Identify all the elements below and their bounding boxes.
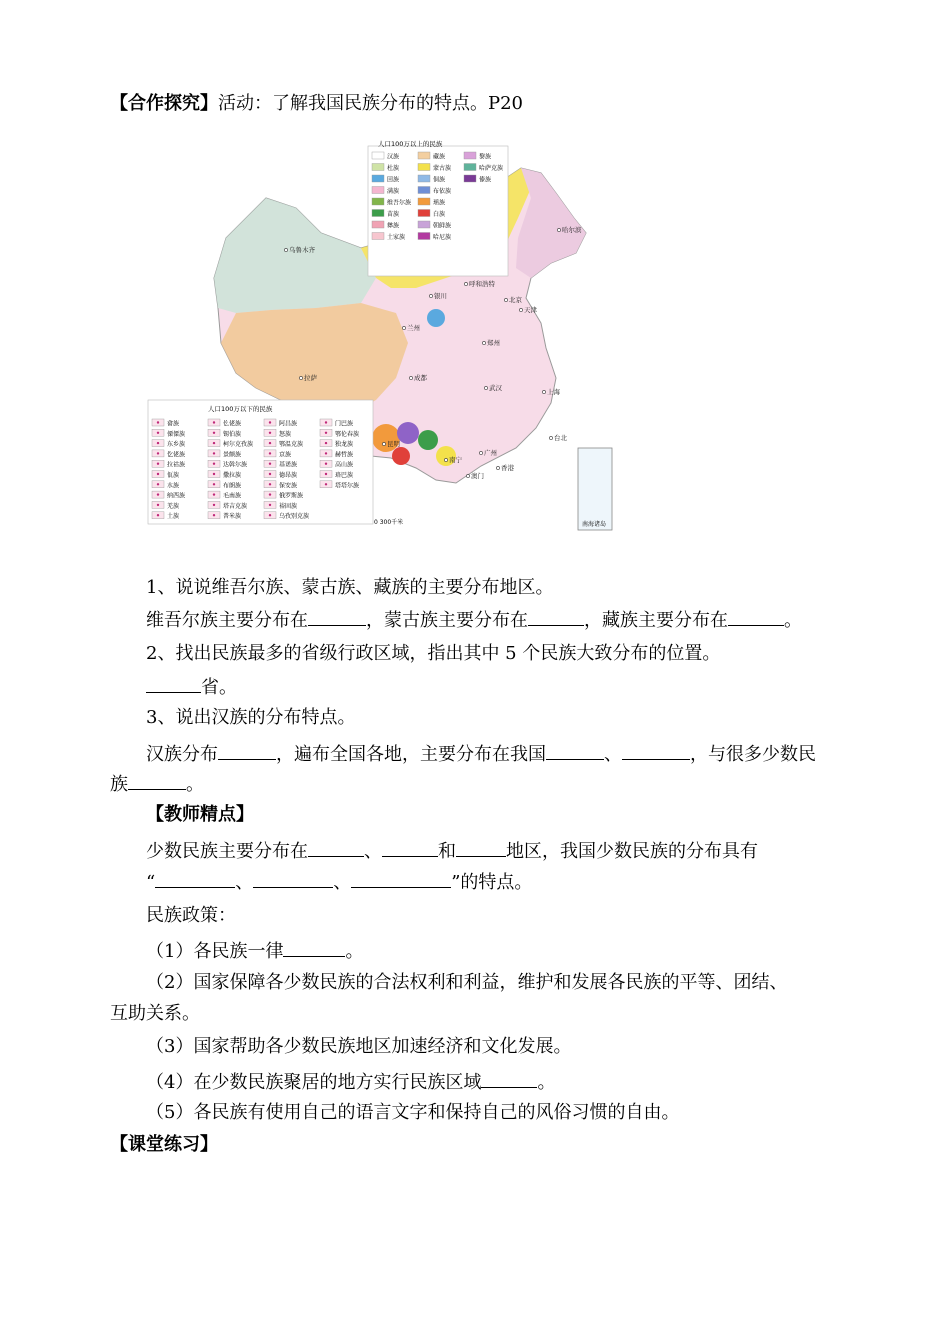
question-1: 1、说说维吾尔族、蒙古族、藏族的主要分布地区。 (146, 577, 554, 598)
q3-blank-2[interactable] (546, 741, 604, 760)
question-1-answer-line (146, 607, 802, 633)
svg-text:保安族: 保安族 (279, 482, 298, 490)
svg-text:基诺族: 基诺族 (279, 461, 298, 469)
q3-part-c: 、 (604, 744, 622, 765)
svg-text:乌鲁木齐: 乌鲁木齐 (289, 246, 315, 254)
svg-text:东乡族: 东乡族 (167, 441, 186, 449)
svg-text:武汉: 武汉 (489, 384, 502, 392)
teacher-blank-5[interactable] (253, 869, 333, 888)
svg-text:郑州: 郑州 (487, 339, 500, 347)
activity-text: 活动：了解我国民族分布的特点。P20 (218, 93, 524, 114)
svg-text:回族: 回族 (387, 176, 400, 184)
svg-text:畲族: 畲族 (167, 420, 180, 428)
yunnan-patch-5 (392, 447, 410, 465)
svg-text:南宁: 南宁 (449, 456, 462, 464)
svg-text:柯尔克孜族: 柯尔克孜族 (223, 441, 254, 449)
svg-text:拉萨: 拉萨 (304, 374, 317, 382)
teacher-l2a: “ (146, 872, 156, 893)
svg-text:乌孜别克族: 乌孜别克族 (279, 513, 310, 521)
svg-text:成都: 成都 (414, 374, 427, 382)
teacher-blank-3[interactable] (456, 838, 506, 857)
q1-part-d: 。 (784, 610, 802, 631)
svg-text:哈萨克族: 哈萨克族 (479, 165, 504, 172)
q3-blank-3[interactable] (622, 741, 690, 760)
svg-text:高山族: 高山族 (335, 461, 354, 469)
svg-text:满族: 满族 (387, 188, 400, 195)
q2-suffix: 省。 (201, 677, 237, 698)
policy-2: （2）国家保障各少数民族的合法权利和利益，维护和发展各民族的平等、团结、 (146, 972, 788, 993)
section-header (110, 92, 523, 116)
svg-text:杜族: 杜族 (387, 165, 400, 172)
svg-text:香港: 香港 (501, 464, 514, 472)
svg-text:汉族: 汉族 (387, 153, 400, 161)
svg-text:鄂伦春族: 鄂伦春族 (335, 430, 360, 438)
minor-legend-title: 人口100万以下的民族 (208, 405, 273, 413)
svg-text:羌族: 羌族 (167, 502, 180, 510)
question-3-answer-line (146, 741, 816, 767)
policy-4-blank[interactable] (481, 1069, 537, 1088)
svg-text:昆明: 昆明 (387, 440, 400, 448)
policy-1-text: （1）各民族一律 (146, 941, 284, 962)
svg-text:瑶族: 瑶族 (433, 199, 446, 207)
svg-text:鄂温克族: 鄂温克族 (279, 441, 304, 449)
svg-text:哈尼族: 哈尼族 (433, 234, 452, 241)
south-sea-inset (578, 448, 612, 530)
q2-blank[interactable] (146, 674, 201, 693)
city-label (557, 225, 582, 234)
yunnan-patch-3 (418, 430, 438, 450)
policy-4 (146, 1069, 555, 1095)
policy-4-text: （4）在少数民族聚居的地方实行民族区域 (146, 1072, 482, 1093)
svg-text:台北: 台北 (554, 434, 567, 442)
yunnan-patch-2 (397, 422, 419, 444)
svg-text:哈尔滨: 哈尔滨 (562, 226, 582, 234)
svg-text:澳门: 澳门 (471, 472, 484, 480)
svg-text:布依族: 布依族 (433, 188, 452, 195)
svg-text:怒族: 怒族 (279, 430, 292, 438)
svg-text:土家族: 土家族 (387, 234, 406, 241)
svg-text:门巴族: 门巴族 (335, 420, 354, 428)
svg-text:俄罗斯族: 俄罗斯族 (279, 492, 304, 500)
svg-text:北京: 北京 (509, 296, 522, 304)
svg-text:上海: 上海 (547, 388, 560, 396)
svg-text:纳西族: 纳西族 (167, 492, 186, 500)
svg-text:景颇族: 景颇族 (223, 451, 242, 459)
svg-text:傈僳族: 傈僳族 (167, 430, 186, 438)
teacher-l2c: 、 (333, 872, 352, 893)
svg-text:赫哲族: 赫哲族 (335, 451, 354, 459)
teacher-points-title: 【教师精点】 (146, 804, 254, 825)
policy-1-end: 。 (345, 941, 364, 962)
svg-text:裕固族: 裕固族 (279, 502, 298, 510)
svg-text:塔吉克族: 塔吉克族 (223, 502, 248, 510)
svg-text:普米族: 普米族 (223, 513, 242, 521)
policy-4-end: 。 (537, 1072, 556, 1093)
svg-text:水族: 水族 (167, 482, 180, 490)
svg-text:傣族: 傣族 (479, 176, 492, 184)
teacher-blank-2[interactable] (382, 838, 438, 857)
q1-part-a: 维吾尔族主要分布在 (146, 610, 308, 631)
question-2: 2、找出民族最多的省级行政区域，指出其中 5 个民族大致分布的位置。 (146, 643, 721, 664)
svg-text:彝族: 彝族 (387, 222, 400, 230)
city-label (496, 463, 514, 472)
ningxia-patch (427, 309, 445, 327)
svg-text:毛南族: 毛南族 (223, 492, 242, 500)
map-scale: 0 300千米 (374, 519, 404, 526)
svg-text:朝鲜族: 朝鲜族 (433, 222, 452, 230)
q3-part-b: ，遍布全国各地，主要分布在我国 (276, 744, 546, 765)
svg-text:银川: 银川 (434, 292, 447, 300)
q1-blank-2[interactable] (528, 607, 584, 626)
teacher-line-2 (146, 869, 532, 895)
teacher-blank-1[interactable] (308, 838, 364, 857)
svg-text:苗族: 苗族 (387, 211, 400, 218)
svg-text:广州: 广州 (484, 449, 497, 457)
question-2-answer-line (146, 674, 237, 700)
teacher-blank-6[interactable] (351, 869, 451, 888)
question-3-answer-line-2 (110, 771, 204, 797)
city-label (284, 245, 315, 254)
section-bracket-title: 【合作探究】 (110, 93, 218, 114)
svg-text:拉祜族: 拉祜族 (167, 461, 186, 469)
city-label (464, 279, 495, 288)
svg-text:德昂族: 德昂族 (279, 472, 298, 479)
teacher-l1b: 、 (364, 841, 382, 862)
region-northeast (516, 168, 586, 278)
city-label (549, 433, 567, 442)
teacher-l2d: ”的特点。 (451, 872, 533, 893)
q3-part-d: ，与很多少数民 (690, 744, 816, 765)
teacher-l1a: 少数民族主要分布在 (146, 841, 308, 862)
svg-text:蒙古族: 蒙古族 (433, 165, 452, 172)
svg-text:白族: 白族 (433, 211, 446, 218)
major-legend-title: 人口100万以上的民族 (378, 140, 443, 148)
question-3: 3、说出汉族的分布特点。 (146, 707, 356, 728)
q1-blank-1[interactable] (308, 607, 366, 626)
svg-text:布朗族: 布朗族 (223, 482, 242, 490)
svg-text:塔塔尔族: 塔塔尔族 (335, 482, 360, 490)
policy-1 (146, 938, 363, 964)
svg-text:仫佬族: 仫佬族 (223, 420, 242, 428)
q1-part-b: ，蒙古族主要分布在 (366, 610, 528, 631)
svg-text:达斡尔族: 达斡尔族 (223, 461, 248, 469)
svg-text:锡伯族: 锡伯族 (223, 430, 242, 438)
q3-part-e: 族 (110, 774, 128, 795)
teacher-line-1 (146, 838, 758, 864)
svg-text:维吾尔族: 维吾尔族 (387, 199, 412, 207)
svg-text:独龙族: 独龙族 (335, 441, 354, 449)
svg-text:阿昌族: 阿昌族 (279, 420, 298, 428)
q1-blank-3[interactable] (728, 607, 784, 626)
policy-5: （5）各民族有使用自己的语言文字和保持自己的风俗习惯的自由。 (146, 1102, 680, 1123)
svg-text:珞巴族: 珞巴族 (335, 472, 354, 479)
svg-text:撒拉族: 撒拉族 (223, 472, 242, 479)
policy-2-cont: 互助关系。 (110, 1003, 200, 1024)
practice-title: 【课堂练习】 (110, 1134, 218, 1155)
svg-text:兰州: 兰州 (407, 324, 420, 332)
q1-part-c: ，藏族主要分布在 (584, 610, 728, 631)
svg-text:藏族: 藏族 (433, 153, 446, 161)
svg-text:侗族: 侗族 (433, 176, 446, 184)
q3-part-f: 。 (186, 774, 204, 795)
teacher-l1c: 和 (438, 841, 456, 862)
teacher-l2b: 、 (235, 872, 254, 893)
policy-3: （3）国家帮助各少数民族地区加速经济和文化发展。 (146, 1036, 572, 1057)
svg-text:仡佬族: 仡佬族 (167, 451, 186, 459)
q3-blank-4[interactable] (128, 771, 186, 790)
q3-blank-1[interactable] (218, 741, 276, 760)
svg-text:佤族: 佤族 (167, 472, 180, 479)
svg-text:天津: 天津 (524, 306, 537, 314)
region-xinjiang (214, 198, 376, 313)
svg-text:黎族: 黎族 (479, 153, 492, 161)
inset-label: 南海诸岛 (582, 521, 607, 528)
teacher-l1d: 地区，我国少数民族的分布具有 (506, 841, 758, 862)
svg-text:土族: 土族 (167, 513, 180, 521)
svg-text:呼和浩特: 呼和浩特 (469, 280, 495, 288)
policy-1-blank[interactable] (283, 938, 345, 957)
svg-text:京族: 京族 (279, 451, 292, 459)
policy-title: 民族政策： (146, 905, 236, 926)
q3-part-a: 汉族分布 (146, 744, 218, 765)
teacher-blank-4[interactable] (155, 869, 235, 888)
ethnic-distribution-map (146, 138, 614, 532)
